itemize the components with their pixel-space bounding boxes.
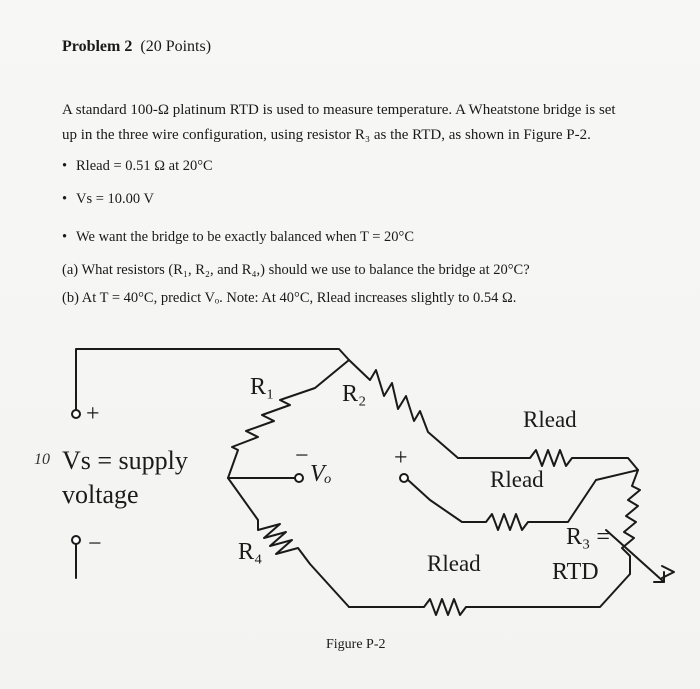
label-r1: R₁ xyxy=(250,374,275,400)
label-supply-plus: + xyxy=(86,401,100,427)
question-a: (a) What resistors (R₁, R₂, and R₄,) should we use to balance the bridge at 20°C? xyxy=(62,262,530,278)
label-vs-line2: voltage xyxy=(62,480,139,509)
vo-minus-terminal xyxy=(295,474,303,482)
bullet-rlead: • Rlead = 0.51 Ω at 20°C xyxy=(62,158,213,174)
label-vo-plus: + xyxy=(394,445,408,471)
label-rlead-mid: Rlead xyxy=(490,467,544,492)
problem-points: (20 Points) xyxy=(140,38,212,55)
bullet-vs: • Vs = 10.00 V xyxy=(62,191,155,207)
label-r2: R₂ xyxy=(342,381,367,407)
question-b: (b) At T = 40°C, predict Vₒ. Note: At 40°C, Rlead increases slightly to 0.54 Ω. xyxy=(62,290,517,306)
label-vo-minus: − xyxy=(295,443,309,469)
intro-line-2: up in the three wire configuration, using resistor R₃ as the RTD, as shown in Figure P-2. xyxy=(62,127,591,143)
label-r4: R₄ xyxy=(238,539,263,565)
resistor-rlead-top xyxy=(458,450,638,470)
label-supply-minus: − xyxy=(88,531,102,557)
label-rlead-bottom: Rlead xyxy=(427,551,481,576)
vo-plus-terminal xyxy=(400,474,408,482)
problem-number: Problem 2 xyxy=(62,38,133,55)
label-r3: R₃ = xyxy=(566,524,610,550)
supply-minus-terminal xyxy=(72,536,80,544)
bullet-balance: • We want the bridge to be exactly balanced when T = 20°C xyxy=(62,229,415,245)
intro-line-1: A standard 100-Ω platinum RTD is used to measure temperature. A Wheatstone bridge is set xyxy=(62,102,616,118)
supply-plus-wire xyxy=(76,349,349,410)
supply-plus-terminal xyxy=(72,410,80,418)
margin-note: 10 xyxy=(34,451,50,468)
resistor-r2 xyxy=(349,360,458,458)
label-rlead-top: Rlead xyxy=(523,407,577,432)
rtd-variable-arrow xyxy=(606,530,664,582)
label-vs-line1: Vs = supply xyxy=(62,446,188,475)
label-rtd: RTD xyxy=(552,559,599,585)
figure-caption: Figure P-2 xyxy=(326,637,386,652)
label-vo: Vₒ xyxy=(310,461,332,487)
